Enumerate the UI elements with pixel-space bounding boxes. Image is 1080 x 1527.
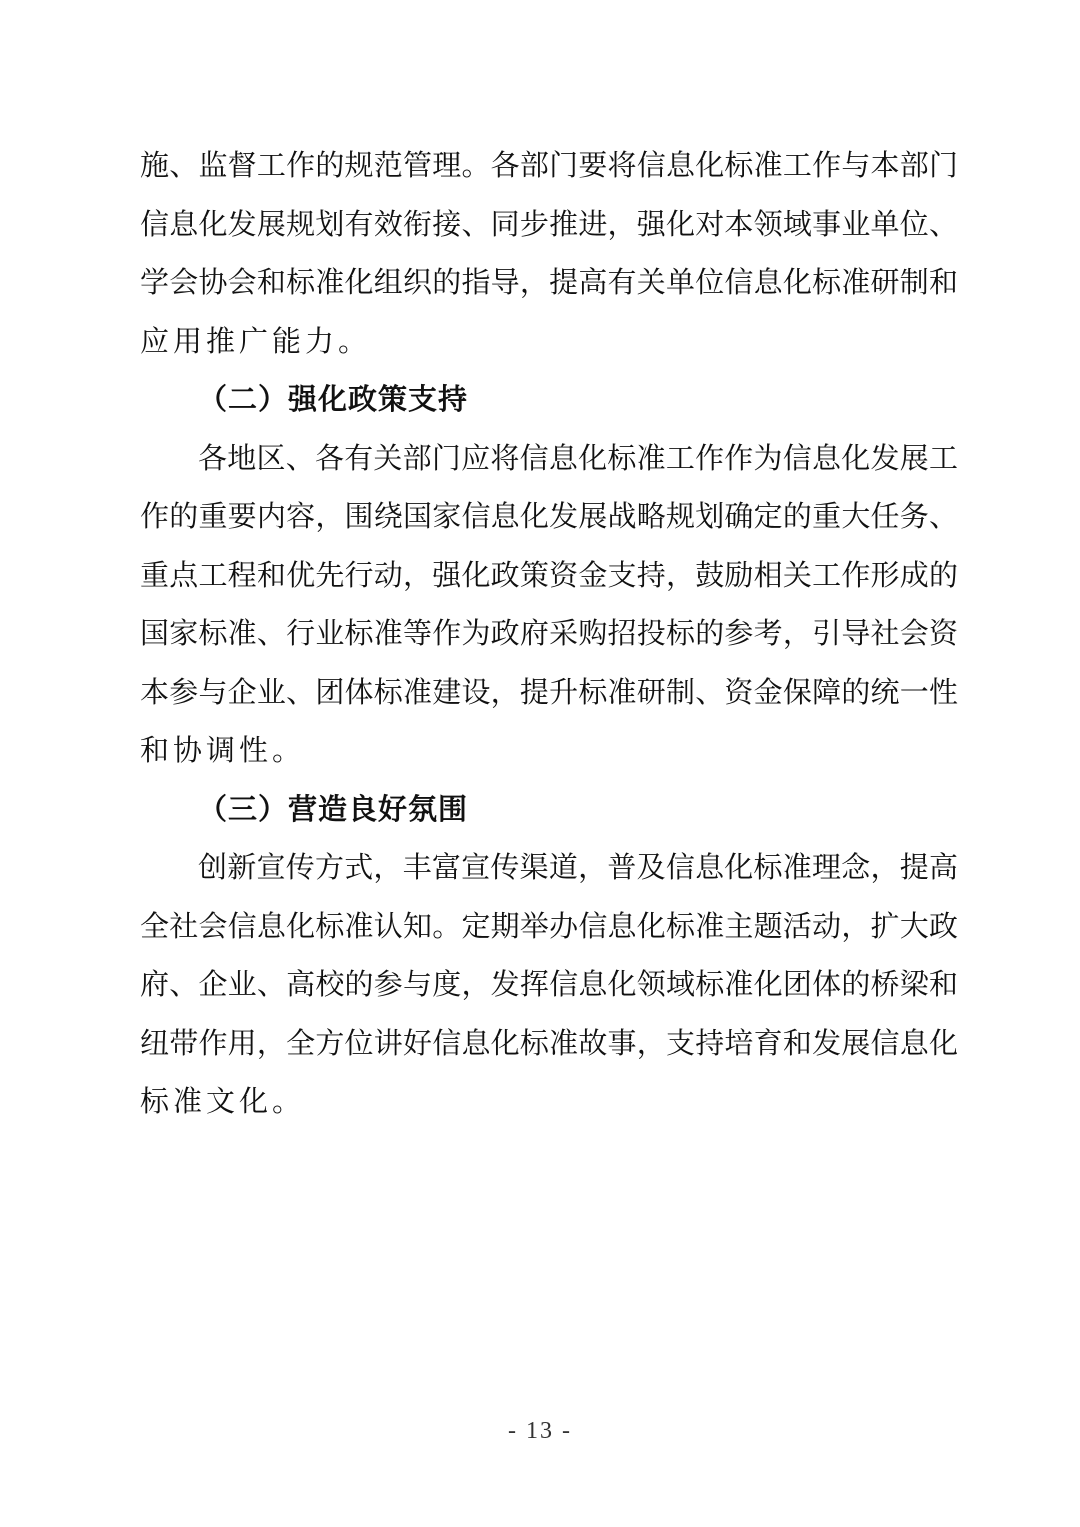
paragraph-line: 和协调性。 — [140, 733, 306, 767]
paragraph-line: 创新宣传方式，丰富宣传渠道，普及信息化标准理念，提高 — [198, 850, 958, 884]
paragraph-line: 学会协会和标准化组织的指导，提高有关单位信息化标准研制和 — [140, 265, 958, 299]
paragraph-line: 标准文化。 — [140, 1084, 306, 1118]
paragraph-line: 作的重要内容，围绕国家信息化发展战略规划确定的重大任务、 — [140, 499, 958, 533]
paragraph-line: 全社会信息化标准认知。定期举办信息化标准主题活动，扩大政 — [140, 908, 958, 943]
paragraph-line: 重点工程和优先行动，强化政策资金支持，鼓励相关工作形成的 — [140, 557, 958, 592]
paragraph-line: 府、企业、高校的参与度，发挥信息化领域标准化团体的桥梁和 — [140, 967, 958, 1001]
page-number: - 13 - — [508, 1418, 572, 1444]
document-body — [140, 136, 958, 1131]
paragraph-line: 应用推广能力。 — [140, 323, 372, 358]
paragraph-line: 国家标准、行业标准等作为政府采购招投标的参考，引导社会资 — [140, 616, 958, 650]
section-heading: （三）营造良好氛围 — [198, 791, 469, 826]
section-heading: （二）强化政策支持 — [198, 382, 469, 416]
paragraph-line: 施、监督工作的规范管理。各部门要将信息化标准工作与本部门 — [140, 148, 958, 182]
paragraph-line: 信息化发展规划有效衔接、同步推进，强化对本领域事业单位、 — [140, 206, 958, 241]
paragraph-line: 本参与企业、团体标准建设，提升标准研制、资金保障的统一性 — [140, 674, 958, 709]
paragraph-line: 纽带作用，全方位讲好信息化标准故事，支持培育和发展信息化 — [140, 1025, 958, 1060]
paragraph-line: 各地区、各有关部门应将信息化标准工作作为信息化发展工 — [198, 440, 958, 475]
